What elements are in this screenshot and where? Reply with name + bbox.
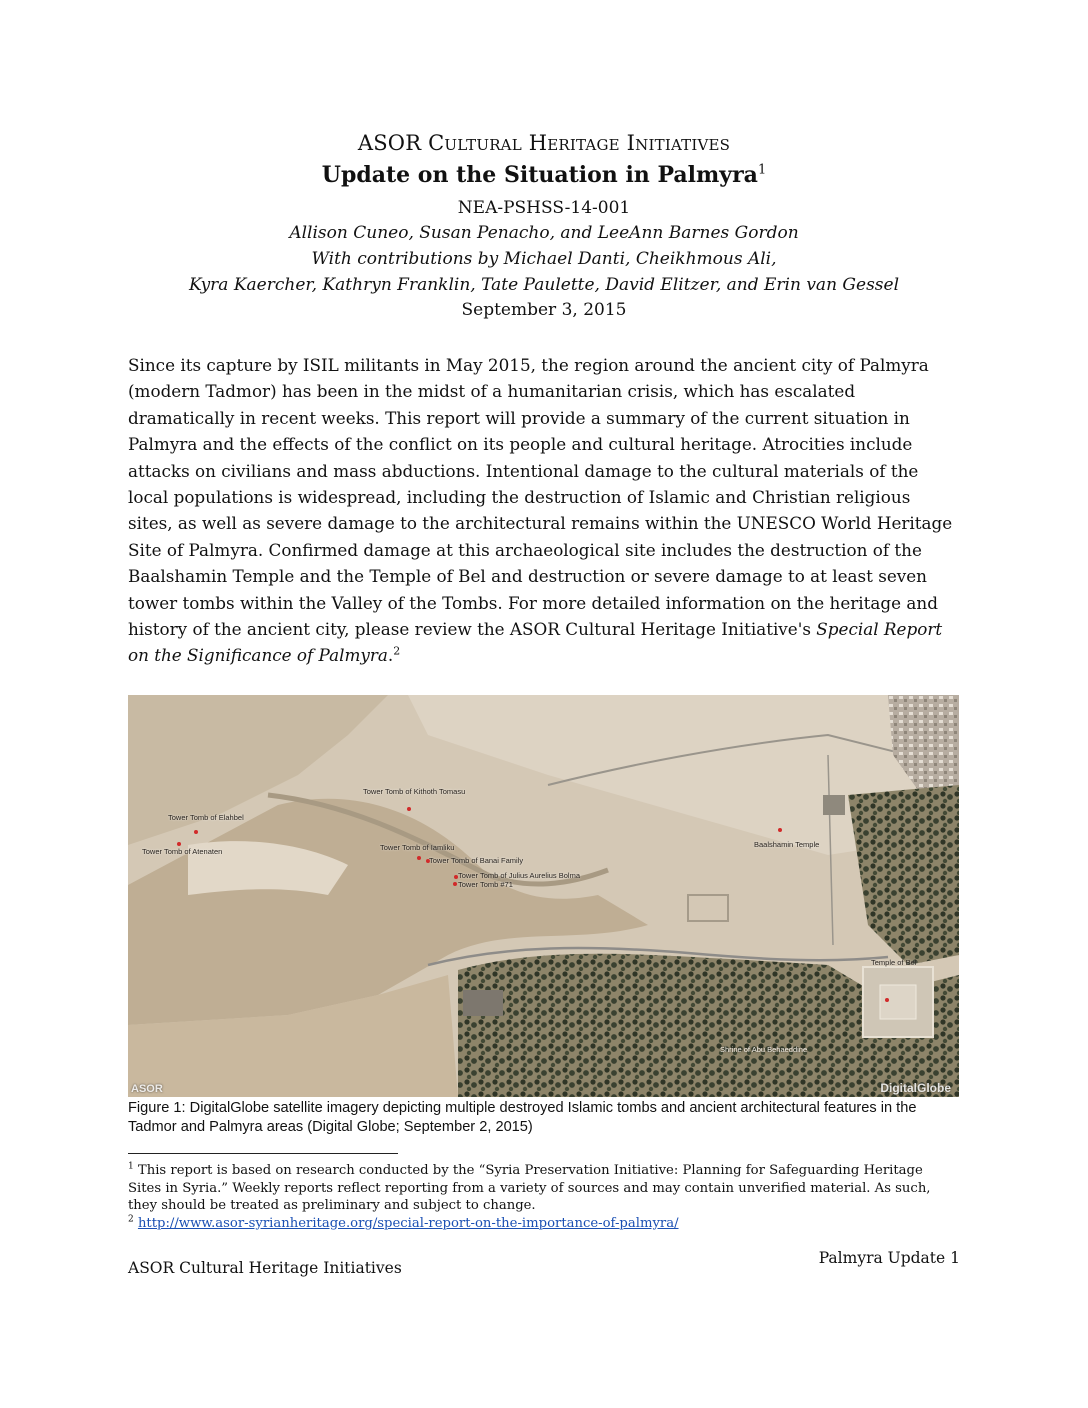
footnote-2-link[interactable]: http://www.asor-syrianheritage.org/special-report-on-the-importance-of-palmyra/ — [137, 1215, 679, 1231]
digitalglobe-watermark: DigitalGlobe — [880, 1081, 951, 1095]
footnote-ref-2[interactable]: 2 — [393, 644, 401, 658]
organization-title: ASOR Cultural Heritage Initiatives — [357, 131, 731, 155]
map-marker — [194, 830, 198, 834]
authors-line-1: Allison Cuneo, Susan Penacho, and LeeAnn Barnes Gordon — [289, 223, 799, 243]
satellite-image-graphic — [128, 695, 959, 1097]
footnote-1 — [128, 1162, 960, 1215]
intro-paragraph-end: . — [387, 645, 394, 666]
label-elahbel: Tower Tomb of Elahbel — [168, 813, 244, 822]
label-julius-aurelius-bolma: Tower Tomb of Julius Aurelius Bolma — [458, 871, 580, 880]
footer-page-label: Palmyra Update 1 — [818, 1249, 960, 1267]
footer-organization: ASOR Cultural Heritage Initiatives — [128, 1259, 402, 1277]
map-marker — [417, 856, 421, 860]
footnote-ref-1[interactable]: 1 — [757, 162, 767, 178]
footnote-divider — [128, 1153, 398, 1154]
grant-number: NEA-PSHSS-14-001 — [457, 198, 631, 218]
label-banai-family: Tower Tomb of Banai Family — [429, 856, 524, 865]
intro-paragraph — [128, 352, 960, 669]
asor-watermark: ASOR — [131, 1083, 163, 1095]
label-atenaten: Tower Tomb of Atenaten — [142, 847, 223, 856]
label-kithoth-tomasu: Tower Tomb of Kithoth Tomasu — [363, 787, 466, 796]
figure-caption-source: (Digital Globe; September 2, 2015) — [307, 1118, 533, 1135]
special-report-title: Special Report on the Significance of Palmyra — [128, 619, 943, 666]
map-marker — [407, 807, 411, 811]
map-marker — [177, 842, 181, 846]
label-baalshamin-temple: Baalshamin Temple — [754, 840, 820, 849]
label-iamliku: Tower Tomb of Iamliku — [380, 843, 455, 852]
report-date: September 3, 2015 — [461, 300, 627, 320]
intro-paragraph-text: Since its capture by ISIL militants in May 2015, the region around the ancient city of Palmyra (modern Tadmor) has been in the midst of a humanitarian crisis, which has escalated dramatically in recent weeks. This report will provide a summary of the current situation in Palmyra and the effects of the conflict on its people and cultural heritage. Atrocities include attacks on civilians and mass abductions. Intentional damage to the cultural materials of the local populations is widespread, including the destruction of Islamic and Christian religious sites, as well as severe damage to the architectural remains within the UNESCO World Heritage Site of Palmyra. Confirmed damage at this archaeological site includes the destruction of the Baalshamin Temple and the Temple of Bel and destruction or severe damage to at least seven tower tombs within the Valley of the Tombs. For more detailed information on the heritage and history of the ancient city, please review the ASOR Cultural Heritage Initiative's — [128, 355, 953, 640]
map-marker — [453, 882, 457, 886]
document-title-text: Update on the Situation in Palmyra — [321, 162, 758, 188]
footnote-2-number: 2 — [128, 1214, 134, 1225]
footnotes — [128, 1162, 960, 1232]
map-marker — [885, 998, 889, 1002]
figure-caption — [128, 1099, 960, 1136]
label-temple-of-bel: Temple of Bel — [871, 958, 917, 967]
document-title — [128, 162, 960, 188]
label-shrine: Shrine of Abu Behaeddine — [720, 1045, 808, 1054]
footnote-1-number: 1 — [128, 1161, 134, 1172]
figure-caption-text: : DigitalGlobe satellite imagery depicting multiple destroyed Islamic tombs and ancient architectural features in the Tadmor and Palmyra areas — [128, 1100, 917, 1135]
figure-caption-label: Figure 1 — [128, 1100, 182, 1116]
map-marker — [778, 828, 782, 832]
satellite-image — [128, 695, 959, 1097]
authors-line-3: Kyra Kaercher, Kathryn Franklin, Tate Paulette, David Elitzer, and Erin van Gessel — [188, 275, 900, 295]
label-tower-tomb-71: Tower Tomb #71 — [458, 880, 513, 889]
footnote-2 — [128, 1215, 960, 1233]
authors-line-2: With contributions by Michael Danti, Cheikhmous Ali, — [311, 249, 777, 269]
footnote-1-text: This report is based on research conducted by the “Syria Preservation Initiative: Planning for Safeguarding Heritage Sites in Syria.” Weekly reports reflect reporting from a variety of sources and may contain unverified material. As such, they should be treated as preliminary and subject to change. — [128, 1163, 931, 1214]
